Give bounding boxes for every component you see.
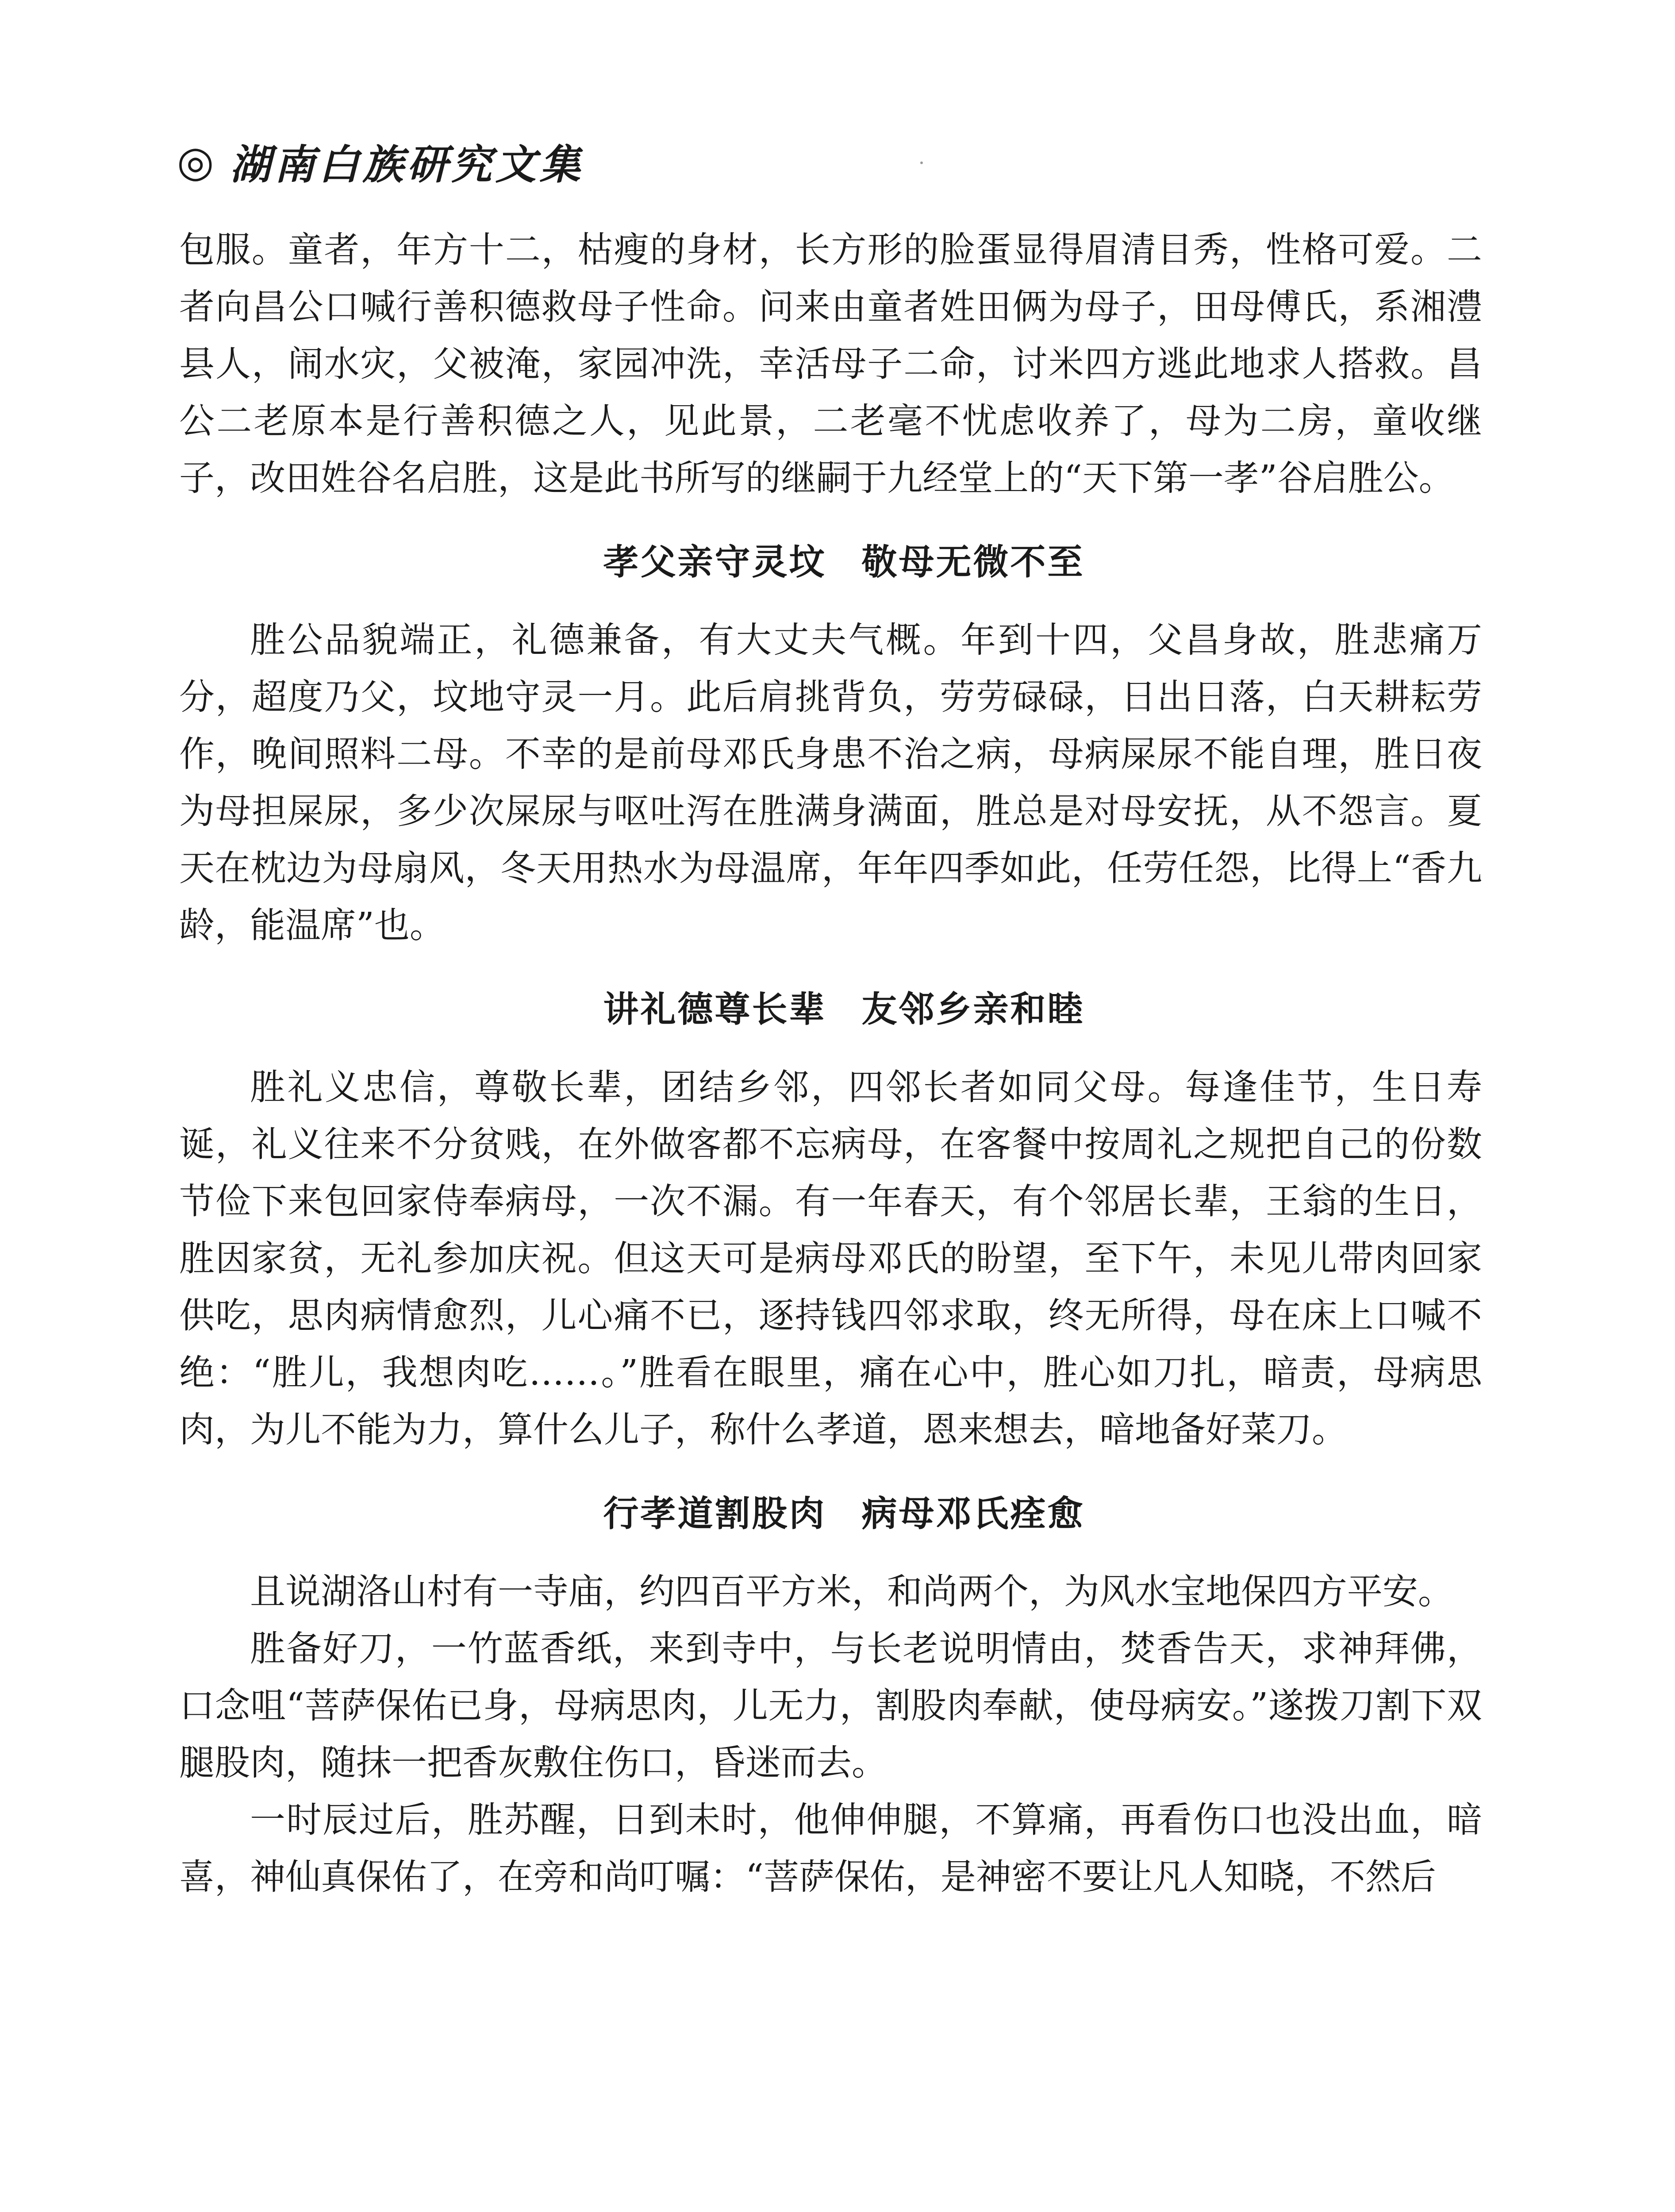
circle-mark-icon: ◎ <box>177 137 218 186</box>
running-header <box>177 133 584 190</box>
section-heading-2-part-a: 讲礼德尊长辈 <box>603 989 826 1030</box>
section-2-paragraph: 胜礼义忠信，尊敬长辈，团结乡邻，四邻长者如同父母。每逢佳节，生日寿诞，礼义往来不分贫贱，在外做客都不忘病母，在客餐中按周礼之规把自己的份数节俭下来包回家侍奉病母，一次不漏。有一年春天，有个邻居长辈，王翁的生日，胜因家贫，无礼参加庆祝。但这天可是病母邓氏的盼望，至下午，未见儿带肉回家供吃，思肉病情愈烈，儿心痛不已，逐持钱四邻求取，终无所得，母在床上口喊不绝：“胜儿，我想肉吃……。”胜看在眼里，痛在心中，胜心如刀扎，暗责，母病思肉，为儿不能为力，算什么儿子，称什么孝道，恩来想去，暗地备好菜刀。 <box>179 1067 1482 1450</box>
body-text <box>179 221 1482 1905</box>
book-title: 湖南白族研究文集 <box>230 141 584 188</box>
section-3-paragraph-2: 胜备好刀，一竹蓝香纸，来到寺中，与长老说明情由，焚香告天，求神拜佛，口念咀“菩萨保佑已身，母病思肉，儿无力，割股肉奉献，使母病安。”遂拨刀割下双腿股肉，随抹一把香灰敷住伤口，昏迷而去。 <box>179 1628 1482 1783</box>
section-heading-1-part-b: 敬母无微不至 <box>861 541 1085 583</box>
section-heading-3-part-a: 行孝道割股肉 <box>603 1493 826 1534</box>
scan-speck <box>920 161 923 164</box>
section-heading-1 <box>179 507 1482 611</box>
section-heading-1-part-a: 孝父亲守灵坟 <box>603 541 826 583</box>
section-heading-2 <box>179 954 1482 1059</box>
section-3-paragraph-3: 一时辰过后，胜苏醒，日到未时，他伸伸腿，不算痛，再看伤口也没出血，暗喜，神仙真保佑了，在旁和尚叮嘱：“菩萨保佑，是神密不要让凡人知晓，不然后 <box>179 1799 1482 1897</box>
section-3-paragraph-1: 且说湖洛山村有一寺庙，约四百平方米，和尚两个，为风水宝地保四方平安。 <box>250 1571 1453 1612</box>
section-heading-3-part-b: 病母邓氏痊愈 <box>861 1493 1085 1534</box>
intro-paragraph: 包服。童者，年方十二，枯瘦的身材，长方形的脸蛋显得眉清目秀，性格可爱。二者向昌公口喊行善积德救母子性命。问来由童者姓田俩为母子，田母傅氏，系湘澧县人，闹水灾，父被淹，家园冲洗，幸活母子二命，讨米四方逃此地求人搭救。昌公二老原本是行善积德之人，见此景，二老毫不忧虑收养了，母为二房，童收继子，改田姓谷名启胜，这是此书所写的继嗣于九经堂上的“天下第一孝”谷启胜公。 <box>179 229 1482 499</box>
section-heading-3 <box>179 1458 1482 1563</box>
section-heading-2-part-b: 友邻乡亲和睦 <box>861 989 1085 1030</box>
section-1-paragraph: 胜公品貌端正，礼德兼备，有大丈夫气概。年到十四，父昌身故，胜悲痛万分，超度乃父，坟地守灵一月。此后肩挑背负，劳劳碌碌，日出日落，白天耕耘劳作，晚间照料二母。不幸的是前母邓氏身患不治之病，母病屎尿不能自理，胜日夜为母担屎尿，多少次屎尿与呕吐泻在胜满身满面，胜总是对母安抚，从不怨言。夏天在枕边为母扇风，冬天用热水为母温席，年年四季如此，任劳任怨，比得上“香九龄，能温席”也。 <box>179 619 1482 946</box>
